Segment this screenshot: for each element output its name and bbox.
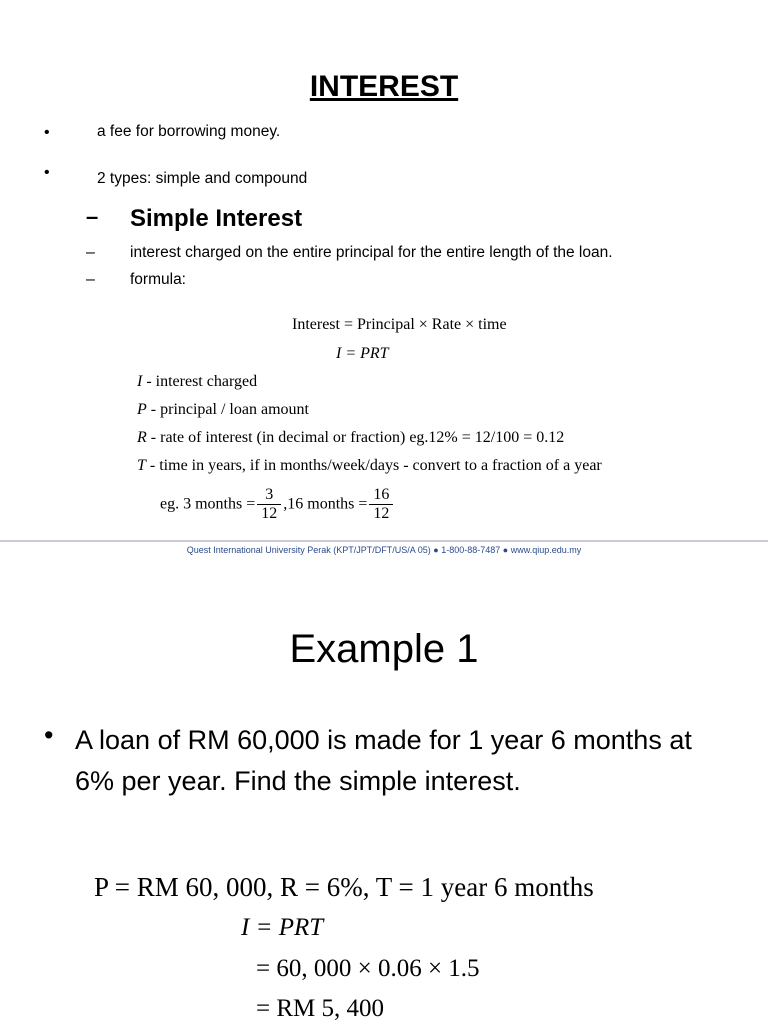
sub-item-definition: interest charged on the entire principal for the entire length of the loan.: [130, 244, 613, 261]
formula-interest-words: Interest = Principal × Rate × time: [292, 316, 507, 333]
bullet-text-types: 2 types: simple and compound: [97, 170, 308, 187]
dash-marker: –: [86, 204, 99, 229]
formula-i-prt: I = PRT: [336, 345, 389, 362]
definition-p: [137, 401, 309, 419]
fraction-denominator: 12: [257, 504, 281, 523]
given-values: P = RM 60, 000, R = 6%, T = 1 year 6 months: [94, 872, 594, 902]
footer-divider: [0, 540, 768, 542]
symbol-i: I: [137, 373, 143, 390]
definition-text: - time in years, if in months/week/days - convert to a fraction of a year: [145, 457, 602, 474]
symbol-t: T: [137, 457, 146, 474]
dash-marker: –: [86, 244, 95, 261]
definition-text: - interest charged: [142, 373, 258, 390]
fraction-numerator: 16: [373, 486, 390, 503]
slide-title: INTEREST: [309, 70, 459, 103]
example-prefix: eg. 3 months =: [160, 495, 256, 513]
fraction-16-12: [369, 486, 393, 524]
bullet-marker: •: [44, 124, 50, 141]
definition-i: [137, 373, 257, 391]
symbol-r: R: [137, 429, 147, 446]
solution-step-formula: I = PRT: [241, 914, 324, 941]
solution-step-substitution: = 60, 000 × 0.06 × 1.5: [256, 955, 480, 982]
symbol-p: P: [137, 401, 147, 418]
definition-text: - rate of interest (in decimal or fraction) eg.12% = 12/100 = 0.12: [146, 429, 565, 446]
bullet-marker: •: [44, 720, 54, 750]
months-fraction-example: [160, 486, 395, 524]
university-footer: Quest International University Perak (KPT/JPT/DFT/US/A 05) ● 1-800-88-7487 ● www.qiup.edu.my: [186, 545, 582, 555]
definition-t: [137, 457, 602, 475]
solution-step-result: = RM 5, 400: [256, 995, 385, 1022]
fraction-3-12: [257, 486, 281, 524]
example-problem-text: A loan of RM 60,000 is made for 1 year 6 months at 6% per year. Find the simple interest.: [75, 725, 692, 796]
sub-heading-simple-interest: Simple Interest: [130, 205, 303, 232]
bullet-marker: •: [44, 164, 50, 181]
fraction-numerator: 3: [265, 486, 274, 503]
definition-r: [137, 429, 564, 447]
dash-marker: –: [86, 271, 95, 288]
definition-text: - principal / loan amount: [146, 401, 309, 418]
bullet-text-fee: a fee for borrowing money.: [97, 123, 281, 140]
example-mid: ,16 months =: [283, 495, 368, 513]
fraction-denominator: 12: [369, 504, 393, 523]
example-title: Example 1: [289, 627, 479, 671]
sub-item-formula-label: formula:: [130, 271, 186, 288]
